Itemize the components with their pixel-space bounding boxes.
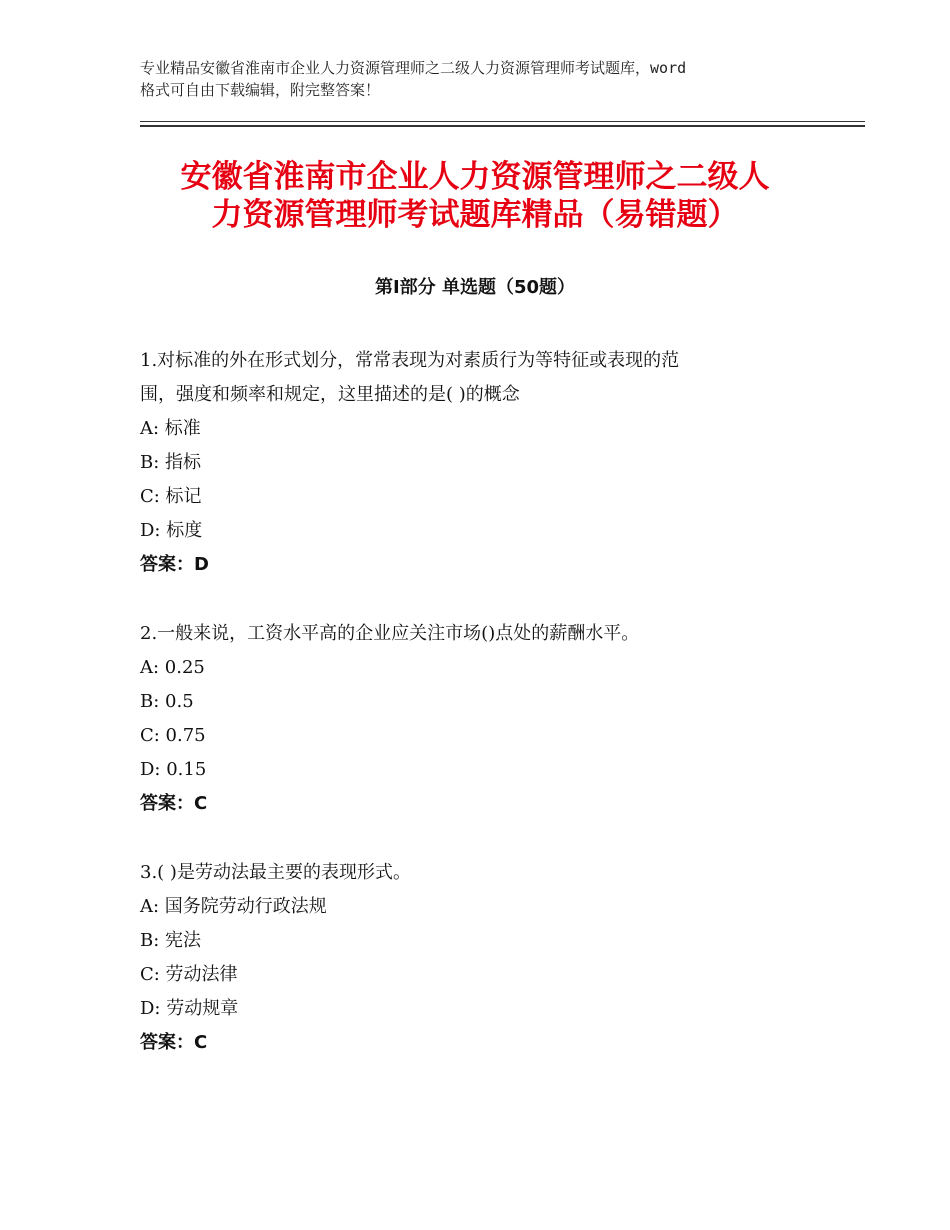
option-a: A: 国务院劳动行政法规 (140, 896, 327, 917)
option-c: C: 标记 (140, 486, 202, 507)
header-note-line: 专业精品安徽省淮南市企业人力资源管理师之二级人力资源管理师考试题库，word (140, 59, 687, 77)
question-item (140, 856, 840, 1060)
header-divider (140, 121, 865, 122)
question-item (140, 344, 840, 582)
answer-text: 答案：D (140, 554, 209, 575)
option-b: B: 宪法 (140, 930, 202, 951)
option-d: D: 标度 (140, 520, 203, 541)
option-a: A: 标准 (140, 418, 201, 439)
answer-text: 答案：C (140, 1032, 208, 1053)
document-title-line: 安徽省淮南市企业人力资源管理师之二级人 (180, 159, 770, 195)
option-b: B: 指标 (140, 452, 202, 473)
header-divider (140, 125, 865, 127)
option-c: C: 劳动法律 (140, 964, 238, 985)
option-c: C: 0.75 (140, 725, 206, 746)
answer-text: 答案：C (140, 793, 208, 814)
question-text-line: 3.( )是劳动法最主要的表现形式。 (140, 862, 411, 883)
header-note-line: 格式可自由下载编辑，附完整答案！ (140, 81, 381, 99)
question-text-line: 1.对标准的外在形式划分，常常表现为对素质行为等特征或表现的范 (140, 350, 680, 371)
option-d: D: 劳动规章 (140, 998, 239, 1019)
question-text-line: 2.一般来说，工资水平高的企业应关注市场()点处的薪酬水平。 (140, 623, 640, 644)
document-title (100, 158, 850, 234)
question-item (140, 617, 840, 821)
question-text-line: 围，强度和频率和规定，这里描述的是( )的概念 (140, 384, 520, 405)
option-b: B: 0.5 (140, 691, 194, 712)
section-title: 第Ⅰ部分 单选题（50题） (374, 277, 575, 298)
document-title-line: 力资源管理师考试题库精品（易错题） (211, 197, 739, 233)
header-note (140, 57, 840, 101)
option-a: A: 0.25 (140, 657, 205, 678)
option-d: D: 0.15 (140, 759, 207, 780)
